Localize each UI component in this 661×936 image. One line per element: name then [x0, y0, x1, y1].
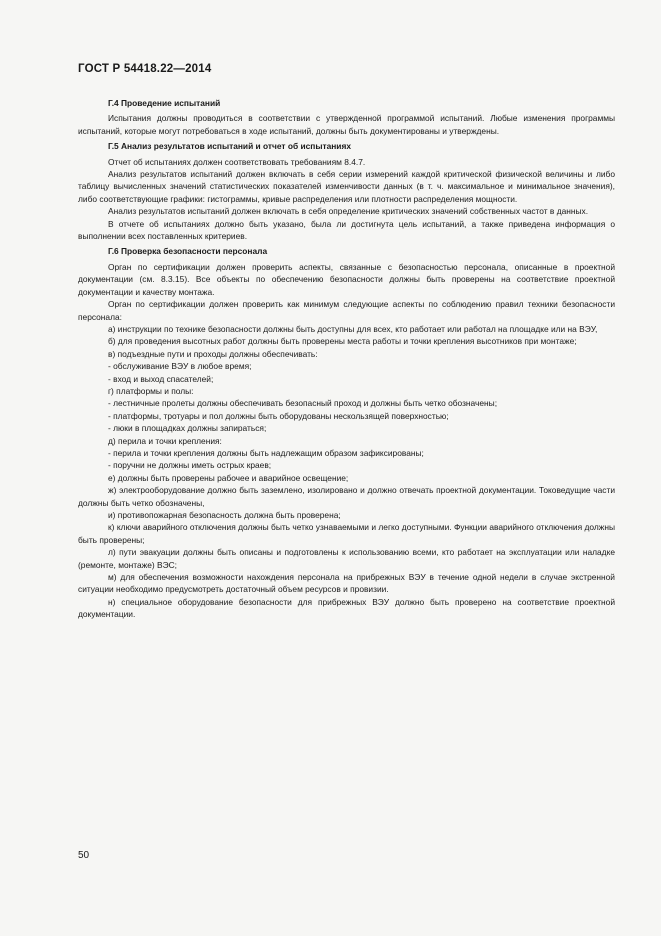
paragraph: Отчет об испытаниях должен соответствовать требованиям 8.4.7.: [108, 156, 366, 167]
paragraph: В отчете об испытаниях должно быть указано, была ли достигнута цель испытаний, а также приведена информация о выполнении всех поставленных критериев.: [78, 218, 615, 242]
paragraph: - платформы, тротуары и пол должны быть оборудованы нескользящей поверхностью;: [108, 410, 449, 421]
paragraph: - вход и выход спасателей;: [108, 373, 214, 384]
paragraph: Испытания должны проводиться в соответствии с утвержденной программой испытаний. Любые изменения программы испытаний, которые могут потребоваться в ходе испытаний, должны быть документированы и утверждены.: [78, 113, 615, 136]
paragraph: д) перила и точки крепления:: [108, 435, 222, 446]
paragraph: е) должны быть проверены рабочее и аварийное освещение;: [108, 472, 349, 483]
paragraph: Орган по сертификации должен проверить как минимум следующие аспекты по соблюдению правил техники безопасности персонала:: [78, 299, 615, 322]
page-number: 50: [78, 850, 90, 861]
paragraph: м) для обеспечения возможности нахождения персонала на прибрежных ВЭУ в течение одной недели в случае экстренной ситуации необходимо предусмотреть достаточный объем ресурсов и провизии.: [78, 572, 615, 595]
paragraph: а) инструкции по технике безопасности должны быть доступны для всех, кто работает или работал на площадке или на ВЭУ,: [108, 323, 598, 334]
paragraph: н) специальное оборудование безопасности для прибрежных ВЭУ должно быть проверено на соответствие проектной документации.: [78, 596, 615, 620]
paragraph: в) подъездные пути и проходы должны обеспечивать:: [108, 348, 318, 359]
paragraph: - обслуживание ВЭУ в любое время;: [108, 361, 252, 372]
section-heading: Г.4 Проведение испытаний: [108, 98, 221, 108]
section-heading: Г.5 Анализ результатов испытаний и отчет об испытаниях: [108, 141, 352, 152]
paragraph: г) платформы и полы:: [108, 385, 194, 396]
paragraph: - поручни не должны иметь острых краев;: [108, 460, 272, 471]
paragraph: к) ключи аварийного отключения должны быть четко узнаваемыми и легко доступными. Функции аварийного отключения должны быть проверены;: [78, 522, 615, 545]
paragraph: Орган по сертификации должен проверить аспекты, связанные с безопасностью персонала, описанные в проектной документации (см. 8.3.15). Все объекты по обеспечению безопасности должны быть проверены на соответствие проектной документации и качеству монтажа.: [78, 261, 615, 297]
paragraph: ж) электрооборудование должно быть заземлено, изолировано и должно отвечать проектной документации. Токоведущие части должны быть четко обозначены,: [78, 485, 615, 508]
paragraph: - люки в площадках должны запираться;: [108, 423, 267, 434]
paragraph: л) пути эвакуации должны быть описаны и подготовлены к использованию всеми, кто работает на эксплуатации или наладке (ремонте, монтаже) ВЭС;: [78, 547, 615, 570]
paragraph: - перила и точки крепления должны быть надлежащим образом зафиксированы;: [108, 447, 424, 458]
paragraph: Анализ результатов испытаний должен включать в себя определение критических значений собственных частот в данных.: [108, 206, 589, 217]
section-heading: Г.6 Проверка безопасности персонала: [108, 246, 268, 257]
paragraph: и) противопожарная безопасность должна быть проверена;: [108, 510, 341, 520]
document-header: ГОСТ Р 54418.22—2014: [78, 63, 212, 75]
document-body: [78, 94, 615, 621]
paragraph: б) для проведения высотных работ должны быть проверены места работы и точки крепления высотников при монтаже;: [108, 336, 577, 347]
paragraph: - лестничные пролеты должны обеспечивать безопасный проход и должны быть четко обозначены;: [108, 398, 498, 409]
paragraph: Анализ результатов испытаний должен включать в себя серии измерений каждой критической физической величины и либо таблицу вычисленных значений статистических показателей изменчивости данных (в т. ч. максимальное и минимальное значения), либо соответствующие графики: гистограммы, кривые распределения или плотности распределения мощности.: [78, 169, 615, 204]
